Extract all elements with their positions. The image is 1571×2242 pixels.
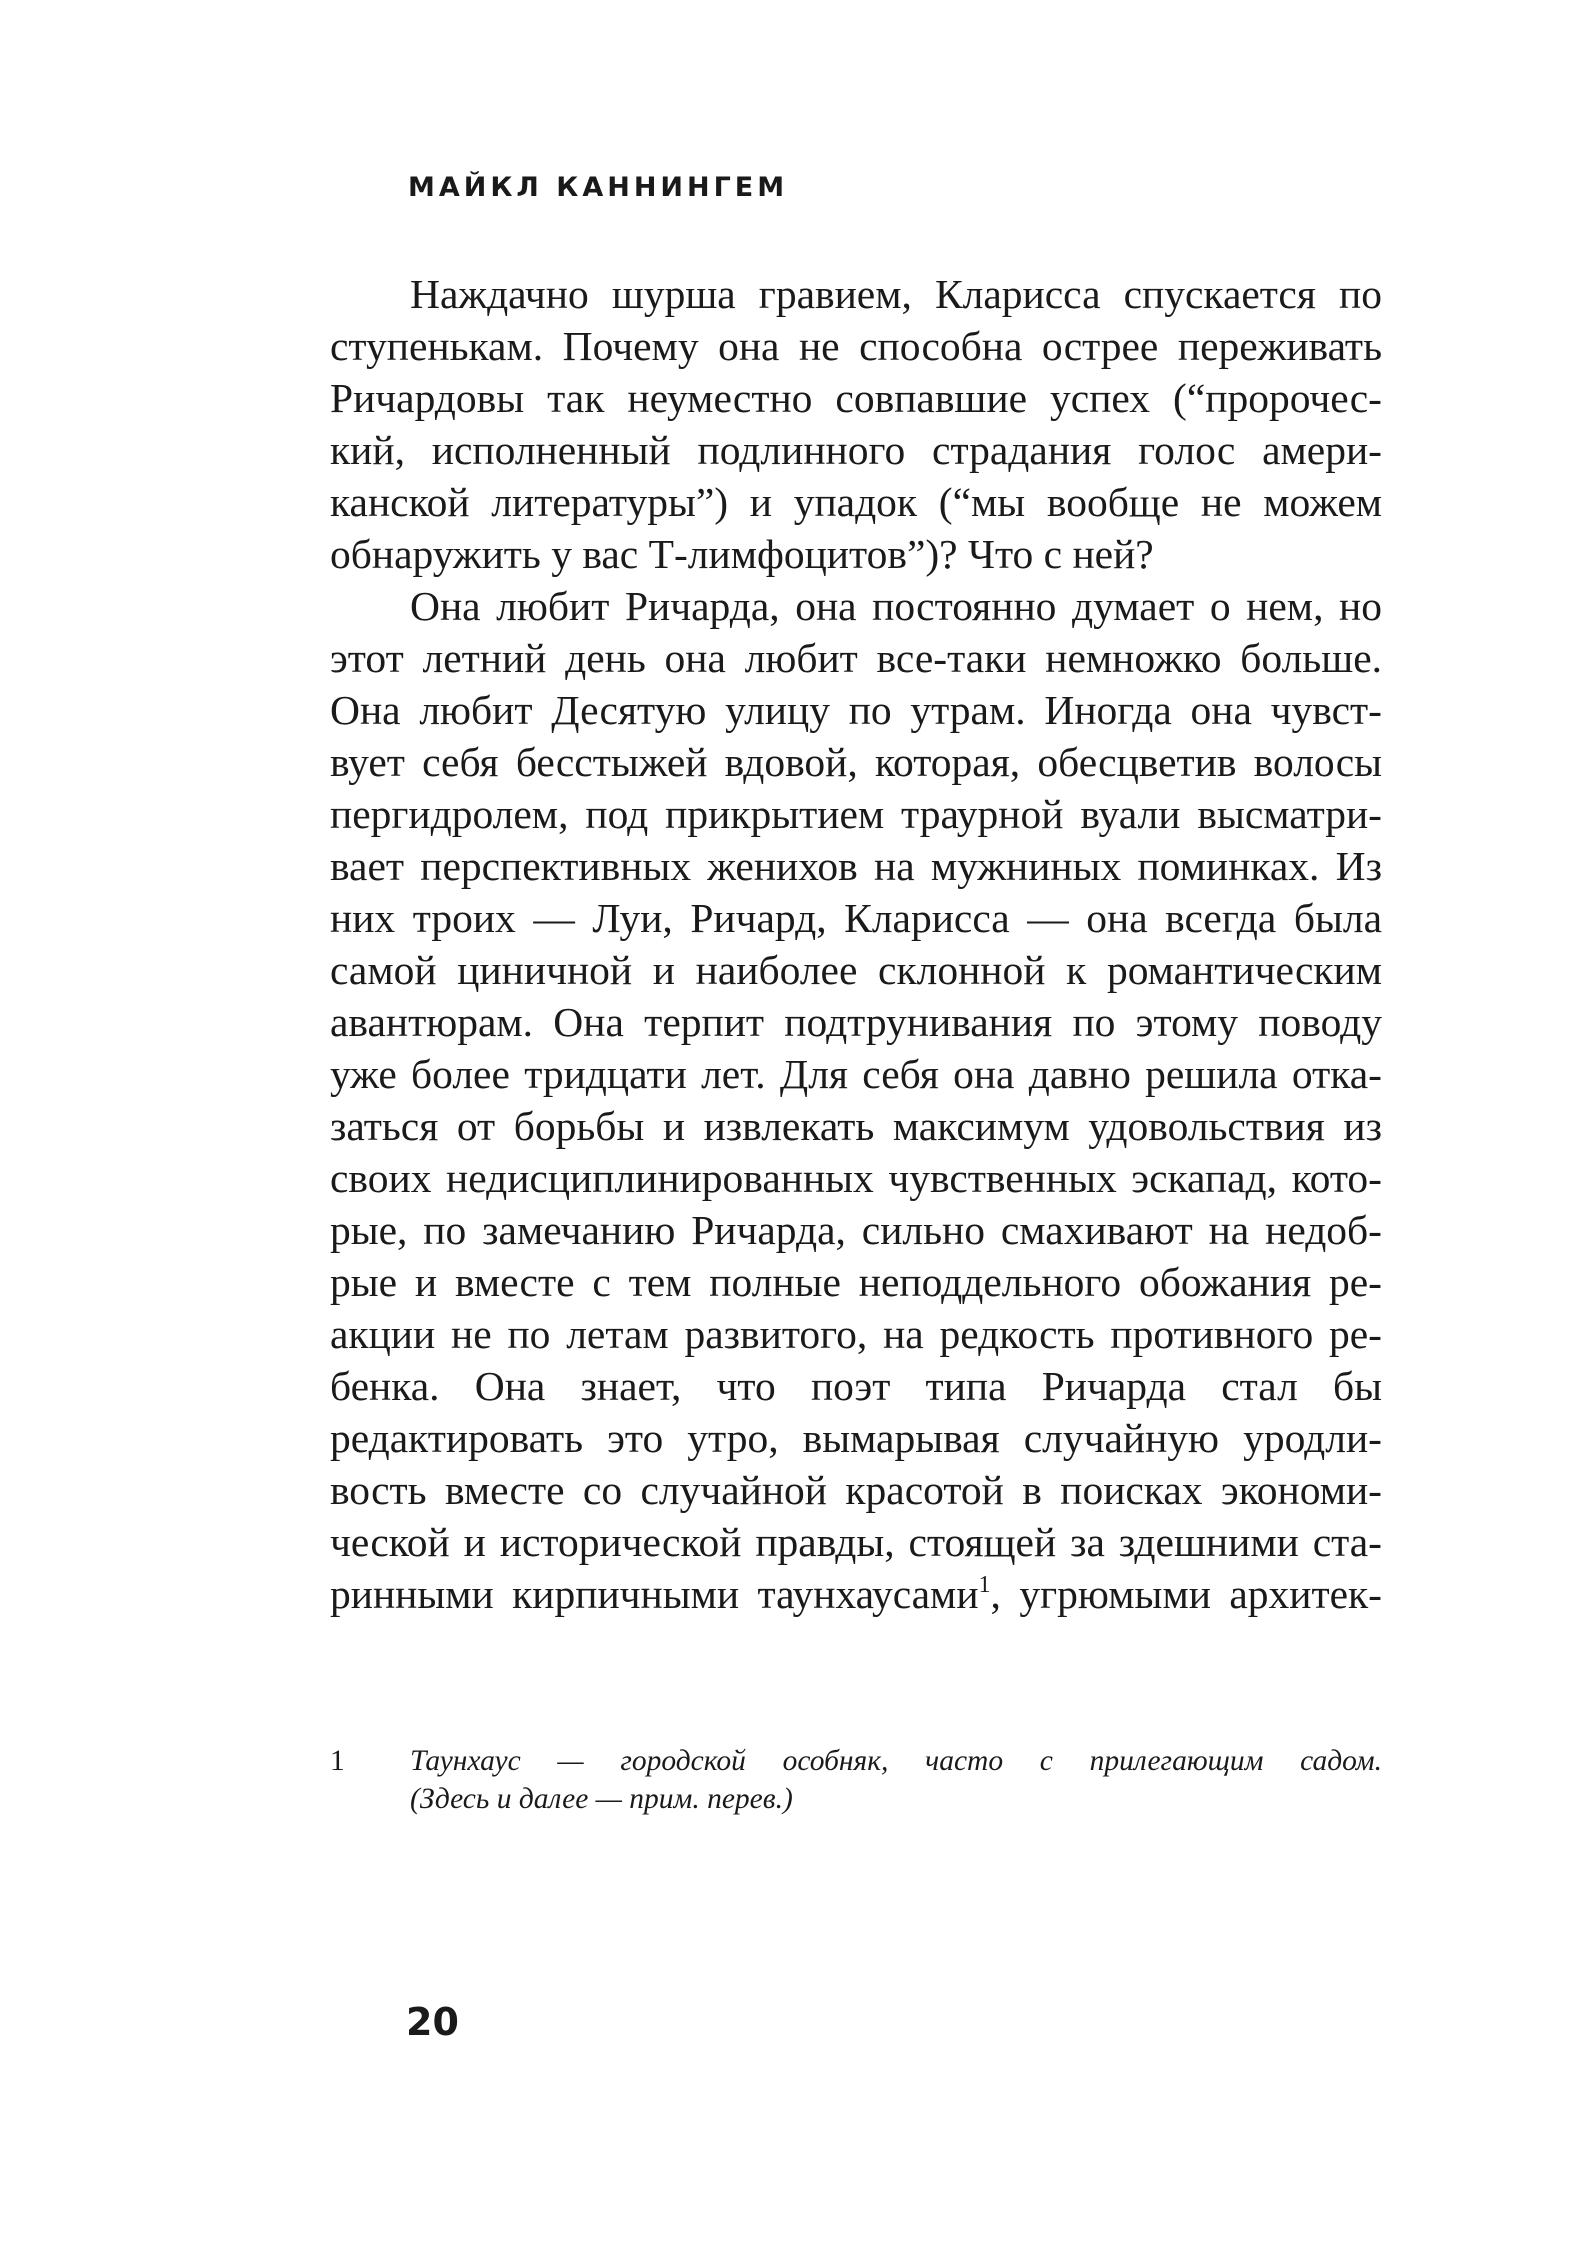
text-segment: ринными кирпичными таунхаусами — [330, 1571, 979, 1617]
text-line: обнаружить у вас Т-лимфоцитов”)? Что с ней? — [330, 531, 1154, 577]
text-line: редактировать это утро, вымарывая случайную уродли- — [330, 1415, 1382, 1461]
text-segment: , угрюмыми архитек- — [990, 1571, 1382, 1617]
text-line: ческой и исторической правды, стоящей за здешними ста- — [330, 1519, 1382, 1565]
text-line: Она любит Десятую улицу по утрам. Иногда она чувст- — [330, 687, 1382, 733]
text-line: уже более тридцати лет. Для себя она давно решила отка- — [330, 1051, 1382, 1097]
footnote-line: (Здесь и далее — прим. перев.) — [410, 1783, 793, 1815]
text-line-with-footnote — [330, 1568, 1382, 1620]
text-line: Она любит Ричарда, она постоянно думает о нем, но — [410, 583, 1382, 629]
text-line: акции не по летам развитого, на редкость противного ре- — [330, 1311, 1382, 1357]
text-line: этот летний день она любит все-таки немножко больше. — [330, 635, 1382, 681]
text-line: них троих — Луи, Ричард, Кларисса — она всегда была — [330, 895, 1382, 941]
text-line: своих недисциплинированных чувственных эскапад, кото- — [330, 1155, 1382, 1201]
text-line: бенка. Она знает, что поэт типа Ричарда стал бы — [330, 1363, 1382, 1409]
footnote-number: 1 — [330, 1745, 345, 1777]
body-text — [330, 268, 1382, 1620]
text-line: Наждачно шурша гравием, Кларисса спускается по — [410, 271, 1382, 317]
text-line: пергидролем, под прикрытием траурной вуали высматри- — [330, 791, 1382, 837]
text-line: кий, исполненный подлинного страдания голос амери- — [330, 427, 1382, 473]
text-line: вует себя бесстыжей вдовой, которая, обесцветив волосы — [330, 739, 1382, 785]
text-line: рые и вместе с тем полные неподдельного обожания ре- — [330, 1259, 1382, 1305]
text-line: вает перспективных женихов на мужниных поминках. Из — [330, 843, 1382, 889]
text-line: Ричардовы так неуместно совпавшие успех (“пророчес- — [330, 375, 1382, 421]
page-number: 20 — [406, 2000, 459, 2044]
footnote-line: Таунхаус — городской особняк, часто с прилегающим садом. — [410, 1745, 1382, 1777]
footnote — [330, 1742, 1382, 1818]
text-line: вость вместе со случайной красотой в поисках экономи- — [330, 1467, 1382, 1513]
text-line: рые, по замечанию Ричарда, сильно смахивают на недоб- — [330, 1207, 1382, 1253]
footnote-body — [410, 1742, 1382, 1818]
text-line: самой циничной и наиболее склонной к романтическим — [330, 947, 1382, 993]
text-line: авантюрам. Она терпит подтрунивания по этому поводу — [330, 999, 1382, 1045]
text-line: заться от борьбы и извлекать максимум удовольствия из — [330, 1103, 1382, 1149]
running-head: МАЙКЛ КАННИНГЕМ — [408, 172, 789, 203]
text-line: ступенькам. Почему она не способна острее переживать — [330, 323, 1382, 369]
footnote-reference: 1 — [978, 1572, 991, 1598]
text-line: канской литературы”) и упадок (“мы вообще не можем — [330, 479, 1382, 525]
